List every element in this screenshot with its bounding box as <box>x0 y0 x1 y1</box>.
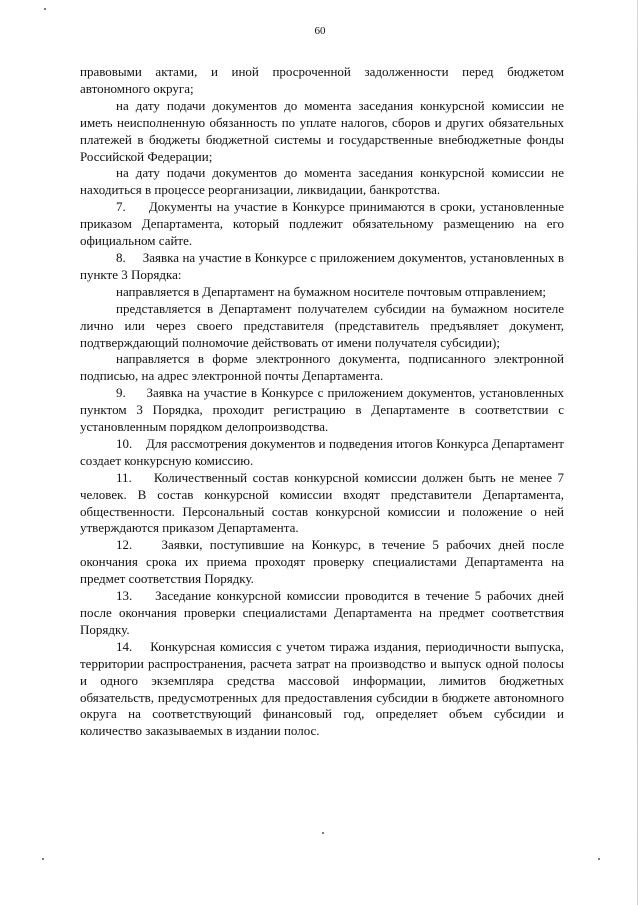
paragraph-requirement-taxes: на дату подачи документов до момента заседания конкурсной комиссии не иметь неисполненную обязанность по уплате налогов, сборов и других обязательных платежей в бюджеты бюджетной системы и государственные внебюджетные фонды Российской Федерации; <box>80 97 564 164</box>
document-body <box>80 64 564 740</box>
paragraph-requirement-reorganization: на дату подачи документов до момента заседания конкурсной комиссии не находиться в процессе реорганизации, ликвидации, банкротства. <box>80 165 564 198</box>
scan-speck <box>322 832 324 834</box>
paragraph-item-8-electronic: направляется в форме электронного документа, подписанного электронной подписью, на адрес электронной почты Департамента. <box>80 351 564 384</box>
paragraph-item-14: 14. Конкурсная комиссия с учетом тиража издания, периодичности выпуска, территории распространения, расчета затрат на производство и выпуск одной полосы и одного экземпляра средства массовой информации, лимитов бюджетных обязательств, предусмотренных для предоставления субсидии в бюджете автономного округа на соответствующий финансовый год, определяет объем субсидии и количество заказываемых в издании полос. <box>80 638 564 739</box>
paragraph-item-7: 7. Документы на участие в Конкурсе принимаются в сроки, установленные приказом Департамента, который подлежит обязательному размещению на его официальном сайте. <box>80 199 564 249</box>
scan-speck <box>598 858 600 860</box>
paragraph-item-8-mail: направляется в Департамент на бумажном носителе почтовым отправлением; <box>116 283 547 299</box>
scan-speck <box>42 858 44 860</box>
paragraph-item-13: 13. Заседание конкурсной комиссии проводится в течение 5 рабочих дней после окончания проверки специалистами Департамента на предмет соответствия Порядку. <box>80 588 564 637</box>
paragraph-item-10: 10. Для рассмотрения документов и подведения итогов Конкурса Департамент создает конкурсную комиссию. <box>80 435 564 468</box>
scan-edge <box>637 0 638 905</box>
scan-speck <box>44 8 46 10</box>
page-number: 60 <box>314 25 326 37</box>
paragraph-item-11: 11. Количественный состав конкурсной комиссии должен быть не менее 7 человек. В состав конкурсной комиссии входят представители Департамента, общественности. Персональный состав конкурсной комиссии и положение о ней утверждаются приказом Департамента. <box>80 469 564 536</box>
paragraph-item-12: 12. Заявки, поступившие на Конкурс, в течение 5 рабочих дней после окончания срока их приема проходят проверку специалистами Департамента на предмет соответствия Порядку. <box>80 537 564 587</box>
paragraph-item-8: 8. Заявка на участие в Конкурсе с приложением документов, установленных в пункте 3 Порядка: <box>80 249 564 282</box>
paragraph-item-8-personal: представляется в Департамент получателем субсидии на бумажном носителе лично или через своего представителя (представитель предъявляет документ, подтверждающий полномочие действовать от имени получателя субсидии); <box>80 300 564 350</box>
paragraph-item-9: 9. Заявка на участие в Конкурсе с приложением документов, установленных пунктом 3 Порядка, проходит регистрацию в Департаменте в соответствии с установленным порядком делопроизводства. <box>80 385 564 435</box>
paragraph-continuation: правовыми актами, и иной просроченной задолженности перед бюджетом автономного округа; <box>80 64 564 96</box>
